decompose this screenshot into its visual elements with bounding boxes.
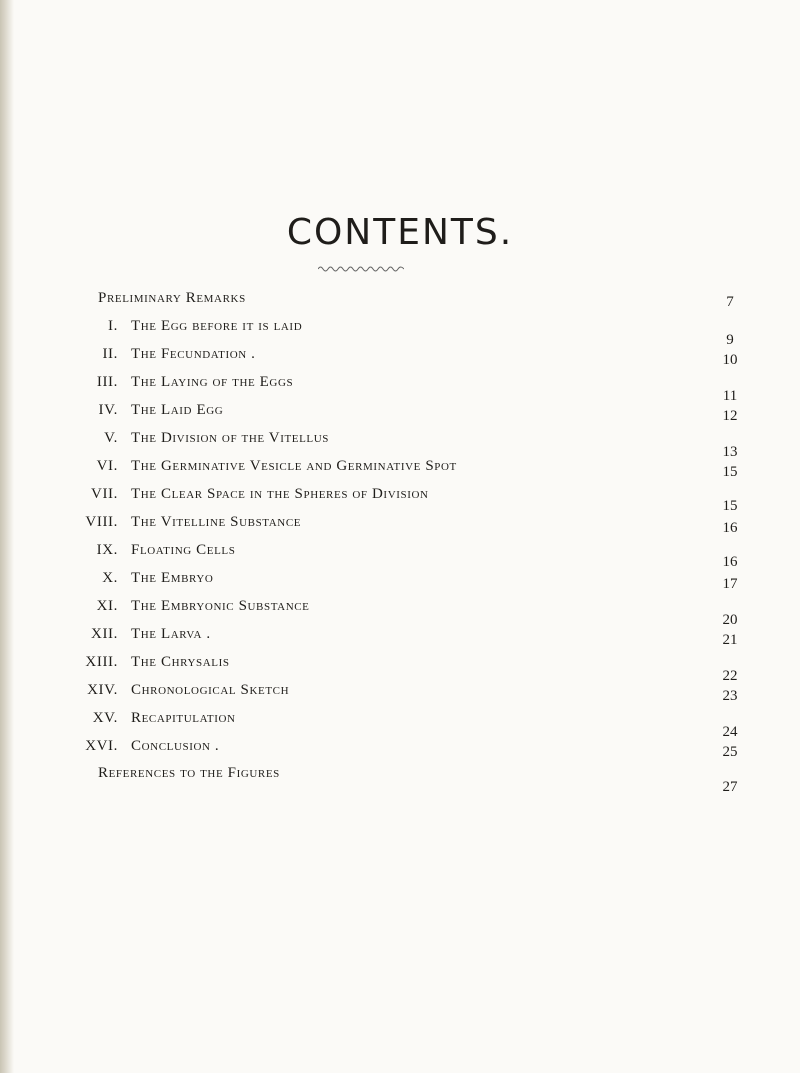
chapter-title: The Egg before it is laid bbox=[131, 318, 303, 334]
chapter-title: The Vitelline Substance bbox=[131, 514, 302, 530]
toc-entry[interactable] bbox=[0, 765, 800, 795]
chapter-number: XII. bbox=[91, 626, 118, 642]
page-number: 16 bbox=[722, 520, 738, 536]
page-number: 24 bbox=[722, 724, 738, 740]
toc-entry[interactable] bbox=[0, 710, 800, 740]
chapter-title: The Embryo bbox=[131, 570, 214, 586]
chapter-title: The Chrysalis bbox=[131, 654, 230, 670]
chapter-number: II. bbox=[102, 346, 118, 362]
page-number: 25 bbox=[722, 744, 738, 760]
chapter-number: III. bbox=[96, 374, 118, 390]
chapter-title: Preliminary Remarks bbox=[98, 290, 246, 306]
toc-entry[interactable] bbox=[0, 318, 800, 348]
toc-entry[interactable] bbox=[0, 346, 800, 370]
chapter-title: The Laid Egg bbox=[131, 402, 224, 418]
chapter-title: Chronological Sketch bbox=[131, 682, 290, 698]
chapter-title: The Embryonic Substance bbox=[131, 598, 310, 614]
chapter-number: XIII. bbox=[85, 654, 118, 670]
chapter-number: VIII. bbox=[85, 514, 118, 530]
toc-entry[interactable] bbox=[0, 402, 800, 426]
toc-entry[interactable] bbox=[0, 542, 800, 570]
toc-entry[interactable] bbox=[0, 430, 800, 460]
toc-entry[interactable] bbox=[0, 738, 800, 762]
chapter-number: XI. bbox=[96, 598, 118, 614]
toc-entry[interactable] bbox=[0, 290, 800, 314]
toc-entry[interactable] bbox=[0, 682, 800, 706]
chapter-number: XVI. bbox=[85, 738, 118, 754]
page-number: 11 bbox=[722, 388, 738, 404]
page-number: 9 bbox=[726, 332, 734, 348]
chapter-number: XIV. bbox=[87, 682, 118, 698]
chapter-title: Floating Cells bbox=[131, 542, 236, 558]
page-number: 22 bbox=[722, 668, 738, 684]
page-title: CONTENTS. bbox=[286, 212, 514, 253]
chapter-title: The Laying of the Eggs bbox=[131, 374, 294, 390]
chapter-title: The Clear Space in the Spheres of Division bbox=[131, 486, 429, 502]
page-number: 7 bbox=[726, 294, 734, 310]
chapter-number: VII. bbox=[91, 486, 118, 502]
page-number: 12 bbox=[722, 408, 738, 424]
page-number: 15 bbox=[722, 498, 738, 514]
toc-entry[interactable] bbox=[0, 374, 800, 404]
chapter-title: The Division of the Vitellus bbox=[131, 430, 330, 446]
toc-entry[interactable] bbox=[0, 570, 800, 594]
page-number: 17 bbox=[722, 576, 738, 592]
page-number: 16 bbox=[722, 554, 738, 570]
toc-entry[interactable] bbox=[0, 654, 800, 684]
toc-entry[interactable] bbox=[0, 458, 800, 482]
toc-entry[interactable] bbox=[0, 598, 800, 628]
chapter-title: References to the Figures bbox=[98, 765, 280, 781]
toc-entry[interactable] bbox=[0, 626, 800, 650]
chapter-number: X. bbox=[102, 570, 118, 586]
chapter-number: IX. bbox=[96, 542, 118, 558]
toc-entry[interactable] bbox=[0, 486, 800, 514]
chapter-number: XV. bbox=[92, 710, 118, 726]
chapter-title: Recapitulation bbox=[131, 710, 236, 726]
chapter-number: VI. bbox=[96, 458, 118, 474]
page-number: 20 bbox=[722, 612, 738, 628]
page-number: 15 bbox=[722, 464, 738, 480]
toc-entry[interactable] bbox=[0, 514, 800, 538]
page-number: 21 bbox=[722, 632, 738, 648]
page-number: 23 bbox=[722, 688, 738, 704]
chapter-title: The Fecundation . bbox=[131, 346, 256, 362]
chapter-title: The Larva . bbox=[131, 626, 211, 642]
page-number: 27 bbox=[722, 779, 738, 795]
chapter-number: IV. bbox=[98, 402, 118, 418]
chapter-number: I. bbox=[108, 318, 118, 334]
page-number: 10 bbox=[722, 352, 738, 368]
chapter-number: V. bbox=[104, 430, 118, 446]
chapter-title: The Germinative Vesicle and Germinative Spot bbox=[131, 458, 457, 474]
chapter-title: Conclusion . bbox=[131, 738, 220, 754]
page-number: 13 bbox=[722, 444, 738, 460]
